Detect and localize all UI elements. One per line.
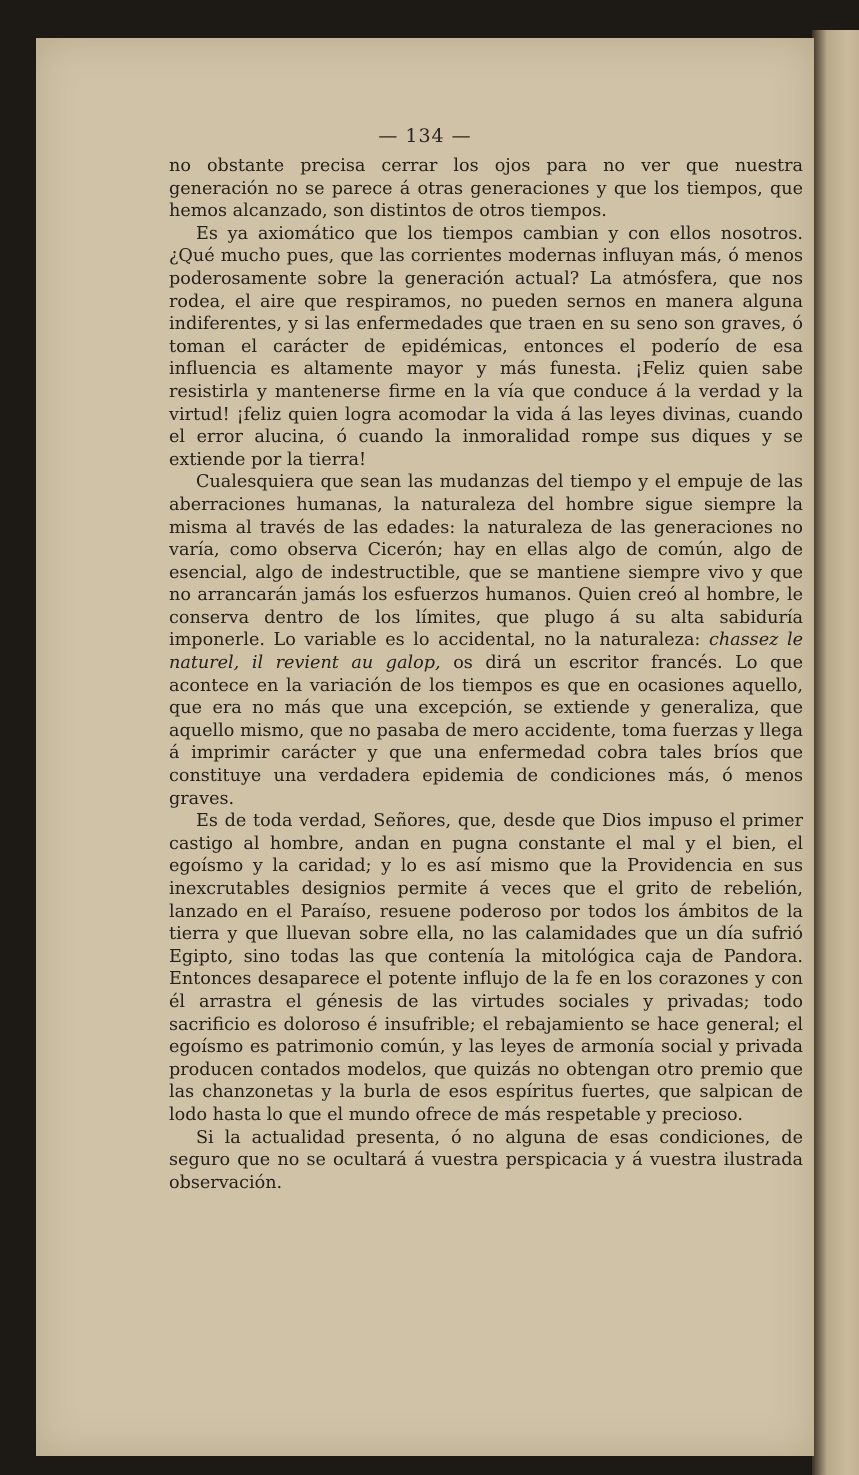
paragraph-5: Si la actualidad presenta, ó no alguna de esas condiciones, de seguro que no se ocultará á vuestra perspicacia y á vuestra ilustrada observación.	[169, 1127, 803, 1193]
french-quotation: chassez le naturel, il revient au galop,	[169, 630, 804, 674]
paragraph-1: no obstante precisa cerrar los ojos para no ver que nuestra generación no se parece á otras generaciones y que los tiempos, que hemos alcanzado, son distintos de otros tiempos.	[169, 156, 803, 222]
paragraph-4: Es de toda verdad, Señores, que, desde que Dios impuso el primer castigo al hombre, andan en pugna constante el mal y el bien, el egoísmo y la caridad; y lo es así mismo que la Providencia en sus inexcrutables designios permite á veces que el grito de rebelión, lanzado en el Paraíso, resuene poderoso por todos los ámbitos de la tierra y que lluevan sobre ella, no las calamidades que un día sufrió Egipto, sino todas las que contenía la mitológica caja de Pandora. Entonces desaparece el potente influjo de la fe en los corazones y con él arrastra el génesis de las virtudes sociales y privadas; todo sacrificio es doloroso é insufrible; el rebajamiento se hace general; el egoísmo es patrimonio común, y las leyes de armonía social y privada producen contados modelos, que quizás no obtengan otro premio que las chanzonetas y la burla de esos espíritus fuertes, que salpican de lodo hasta lo que el mundo ofrece de más respetable y precioso.	[169, 811, 803, 1125]
book-page	[36, 38, 814, 1456]
page-number: — 134 —	[378, 125, 472, 147]
paragraph-3-text-before: Cualesquiera que sean las mudanzas del tiempo y el empuje de las aberraciones humanas, la naturaleza del hombre sigue siempre la misma al través de las edades: la naturaleza de las generaciones no varía, como observa Cicerón; hay en ellas algo de común, algo de esencial, algo de indestructible, que se mantiene siempre vivo y que no arrancarán jamás los esfuerzos humanos. Quien creó al hombre, le conserva dentro de los límites, que plugo á su alta sabiduría imponerle. Lo variable es lo accidental, no la naturaleza:	[169, 472, 803, 651]
body-text	[169, 155, 803, 1194]
paragraph-3-text-after: os dirá un escritor francés. Lo que acontece en la variación de los tiempos es que en ocasiones aquello, que era no más que una excepción, se extiende y generaliza, que aquello mismo, que no pasaba de mero accidente, toma fuerzas y llega á imprimir carácter y que una enfermedad cobra tales bríos que constituye una verdadera epidemia de condiciones más, ó menos graves.	[169, 653, 803, 809]
paragraph-3	[169, 471, 803, 810]
adjacent-page-edge	[812, 30, 859, 1475]
paragraph-2: Es ya axiomático que los tiempos cambian y con ellos nosotros. ¿Qué mucho pues, que las corrientes modernas influyan más, ó menos poderosamente sobre la generación actual? La atmósfera, que nos rodea, el aire que respiramos, no pueden sernos en manera alguna indiferentes, y si las enfermedades que traen en su seno son graves, ó toman el carácter de epidémicas, entonces el poderío de esa influencia es altamente mayor y más funesta. ¡Feliz quien sabe resistirla y mantenerse firme en la vía que conduce á la verdad y la virtud! ¡feliz quien logra acomodar la vida á las leyes divinas, cuando el error alucina, ó cuando la inmoralidad rompe sus diques y se extiende por la tierra!	[169, 223, 803, 470]
